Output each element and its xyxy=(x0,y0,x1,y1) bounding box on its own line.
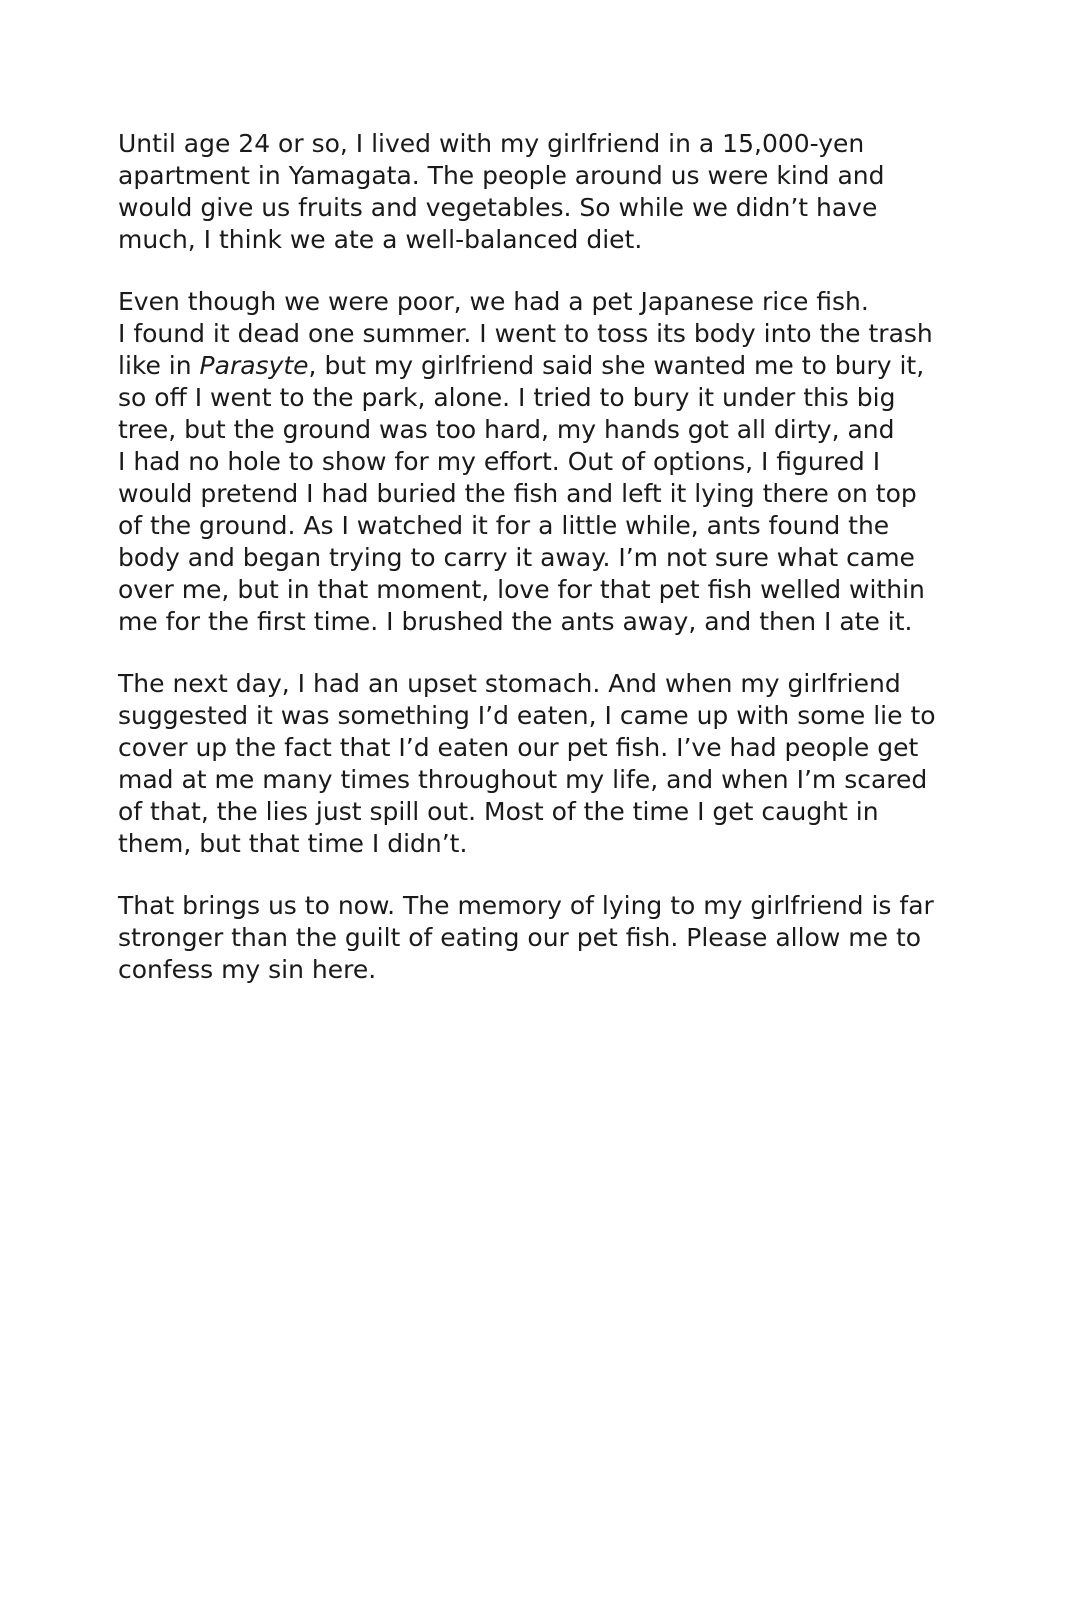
text-line: suggested it was something I’d eaten, I came up with some lie to xyxy=(118,701,936,730)
text-line: of the ground. As I watched it for a little while, ants found the xyxy=(118,511,890,540)
text-line: over me, but in that moment, love for that pet fish welled within xyxy=(118,575,925,604)
paragraph-1 xyxy=(118,128,938,256)
text-line: Until age 24 or so, I lived with my girlfriend in a 15,000-yen xyxy=(118,129,865,158)
text-run: like in xyxy=(118,351,200,380)
text-line: of that, the lies just spill out. Most of the time I get caught in xyxy=(118,797,879,826)
text-line: would pretend I had buried the fish and left it lying there on top xyxy=(118,479,917,508)
text-line: confess my sin here. xyxy=(118,955,377,984)
text-line: mad at me many times throughout my life, and when I’m scared xyxy=(118,765,928,794)
paragraph-gap xyxy=(118,256,938,286)
text-line: so off I went to the park, alone. I tried to bury it under this big xyxy=(118,383,896,412)
text-line: Even though we were poor, we had a pet Japanese rice fish. xyxy=(118,287,869,316)
text-line: stronger than the guilt of eating our pet fish. Please allow me to xyxy=(118,923,922,952)
text-line: me for the first time. I brushed the ants away, and then I ate it. xyxy=(118,607,913,636)
text-line: them, but that time I didn’t. xyxy=(118,829,468,858)
text-line: I found it dead one summer. I went to toss its body into the trash xyxy=(118,319,933,348)
text-line: I had no hole to show for my effort. Out of options, I figured I xyxy=(118,447,881,476)
text-line: That brings us to now. The memory of lying to my girlfriend is far xyxy=(118,891,934,920)
text-run: , but my girlfriend said she wanted me to bury it, xyxy=(308,351,925,380)
text-line: tree, but the ground was too hard, my hands got all dirty, and xyxy=(118,415,895,444)
text-line: The next day, I had an upset stomach. And when my girlfriend xyxy=(118,669,901,698)
paragraph-gap xyxy=(118,638,938,668)
paragraph-gap xyxy=(118,860,938,890)
text-line: much, I think we ate a well-balanced diet. xyxy=(118,225,643,254)
paragraph-3 xyxy=(118,668,938,860)
text-line: body and began trying to carry it away. I’m not sure what came xyxy=(118,543,915,572)
text-line: apartment in Yamagata. The people around us were kind and xyxy=(118,161,885,190)
italic-title: Parasyte xyxy=(199,351,309,380)
text-line: cover up the fact that I’d eaten our pet fish. I’ve had people get xyxy=(118,733,919,762)
body-text xyxy=(118,128,938,986)
paragraph-4 xyxy=(118,890,938,986)
text-line-with-italic xyxy=(118,350,938,382)
paragraph-2 xyxy=(118,286,938,638)
text-line: would give us fruits and vegetables. So while we didn’t have xyxy=(118,193,878,222)
